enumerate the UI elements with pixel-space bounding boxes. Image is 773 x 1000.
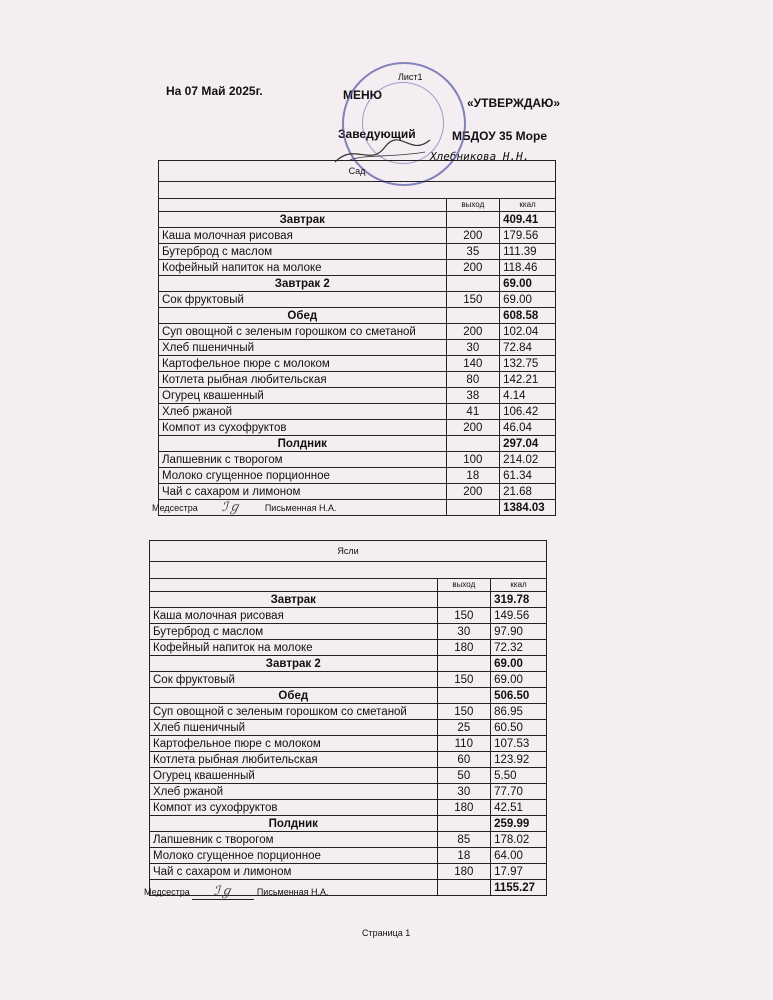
section-name: Завтрак 2 (150, 656, 438, 672)
dish-kcal: 69.00 (500, 292, 556, 308)
table-row (159, 292, 556, 308)
table-row (159, 388, 556, 404)
section-output-empty (437, 688, 491, 704)
dish-kcal: 21.68 (500, 484, 556, 500)
table-row (150, 784, 547, 800)
dish-kcal: 5.50 (491, 768, 547, 784)
dish-kcal: 86.95 (491, 704, 547, 720)
section-name: Завтрак (159, 212, 447, 228)
nurse-name: Письменная Н.А. (256, 887, 329, 897)
dish-kcal: 179.56 (500, 228, 556, 244)
dish-name: Чай с сахаром и лимоном (159, 484, 447, 500)
dish-kcal: 132.75 (500, 356, 556, 372)
section-kcal: 297.04 (500, 436, 556, 452)
table-row (150, 640, 547, 656)
dish-output: 180 (437, 640, 491, 656)
section-name: Завтрак (150, 592, 438, 608)
table-row (150, 736, 547, 752)
nurse-signature-block (152, 496, 337, 516)
section-name: Завтрак 2 (159, 276, 447, 292)
table-row (159, 452, 556, 468)
table-row (159, 244, 556, 260)
dish-output: 150 (437, 672, 491, 688)
dish-name: Кофейный напиток на молоке (159, 260, 447, 276)
nurse-signature-block (144, 880, 329, 900)
dish-kcal: 64.00 (491, 848, 547, 864)
sheet-label: Лист1 (398, 72, 423, 82)
total-output-empty (446, 500, 500, 516)
dish-kcal: 60.50 (491, 720, 547, 736)
table-row (159, 340, 556, 356)
dish-name: Котлета рыбная любительская (159, 372, 447, 388)
section-row (150, 592, 547, 608)
dish-kcal: 61.34 (500, 468, 556, 484)
dish-output: 140 (446, 356, 500, 372)
section-row (159, 276, 556, 292)
dish-name: Хлеб ржаной (159, 404, 447, 420)
dish-name: Сок фруктовый (150, 672, 438, 688)
column-head-output: выход (437, 579, 491, 592)
dish-output: 110 (437, 736, 491, 752)
dish-output: 80 (446, 372, 500, 388)
dish-output: 30 (437, 784, 491, 800)
total-kcal: 1384.03 (500, 500, 556, 516)
dish-name: Бутерброд с маслом (150, 624, 438, 640)
total-output-empty (437, 880, 491, 896)
table-row (150, 832, 547, 848)
table-row (150, 704, 547, 720)
dish-kcal: 123.92 (491, 752, 547, 768)
dish-name: Огурец квашенный (150, 768, 438, 784)
dish-output: 150 (446, 292, 500, 308)
dish-name: Картофельное пюре с молоком (159, 356, 447, 372)
dish-kcal: 178.02 (491, 832, 547, 848)
dish-name: Молоко сгущенное порционное (159, 468, 447, 484)
dish-name: Котлета рыбная любительская (150, 752, 438, 768)
table-row (159, 260, 556, 276)
section-output-empty (446, 212, 500, 228)
dish-output: 60 (437, 752, 491, 768)
dish-output: 30 (437, 624, 491, 640)
dish-name: Огурец квашенный (159, 388, 447, 404)
dish-name: Лапшевник с творогом (150, 832, 438, 848)
dish-output: 200 (446, 228, 500, 244)
dish-kcal: 72.84 (500, 340, 556, 356)
section-output-empty (437, 816, 491, 832)
section-row (159, 436, 556, 452)
nurse-signature: ℐℊ (200, 496, 262, 516)
organization-name: МБДОУ 35 Море (452, 129, 548, 143)
dish-kcal: 102.04 (500, 324, 556, 340)
dish-output: 35 (446, 244, 500, 260)
section-kcal: 506.50 (491, 688, 547, 704)
head-role: Заведующий (338, 127, 416, 141)
dish-output: 38 (446, 388, 500, 404)
section-kcal: 69.00 (500, 276, 556, 292)
nurse-label: Медсестра (152, 503, 198, 513)
menu-table-sad (158, 160, 556, 516)
dish-kcal: 149.56 (491, 608, 547, 624)
dish-name: Суп овощной с зеленым горошком со сметаной (150, 704, 438, 720)
dish-kcal: 69.00 (491, 672, 547, 688)
menu-date: На 07 Май 2025г. (166, 84, 263, 98)
dish-name: Каша молочная рисовая (150, 608, 438, 624)
page-number: Страница 1 (362, 928, 411, 938)
dish-kcal: 46.04 (500, 420, 556, 436)
section-name: Обед (159, 308, 447, 324)
dish-output: 180 (437, 864, 491, 880)
dish-kcal: 42.51 (491, 800, 547, 816)
dish-kcal: 72.32 (491, 640, 547, 656)
section-row (159, 308, 556, 324)
dish-output: 180 (437, 800, 491, 816)
section-output-empty (446, 436, 500, 452)
section-row (150, 816, 547, 832)
column-head-kcal: ккал (491, 579, 547, 592)
dish-output: 18 (437, 848, 491, 864)
dish-kcal: 77.70 (491, 784, 547, 800)
table-row (159, 468, 556, 484)
section-kcal: 319.78 (491, 592, 547, 608)
table-row (150, 672, 547, 688)
dish-kcal: 214.02 (500, 452, 556, 468)
dish-kcal: 118.46 (500, 260, 556, 276)
section-output-empty (437, 656, 491, 672)
dish-output: 30 (446, 340, 500, 356)
dish-kcal: 4.14 (500, 388, 556, 404)
head-name: Хлебникова Н.Н. (430, 150, 530, 163)
section-row (159, 212, 556, 228)
nurse-label: Медсестра (144, 887, 190, 897)
dish-name: Компот из сухофруктов (150, 800, 438, 816)
dish-kcal: 17.97 (491, 864, 547, 880)
dish-kcal: 111.39 (500, 244, 556, 260)
section-kcal: 259.99 (491, 816, 547, 832)
menu-title: МЕНЮ (343, 88, 383, 102)
section-row (150, 656, 547, 672)
dish-name: Картофельное пюре с молоком (150, 736, 438, 752)
table-row (150, 720, 547, 736)
table-row (150, 608, 547, 624)
dish-name: Каша молочная рисовая (159, 228, 447, 244)
table-row (150, 848, 547, 864)
dish-name: Молоко сгущенное порционное (150, 848, 438, 864)
dish-output: 200 (446, 324, 500, 340)
dish-output: 50 (437, 768, 491, 784)
approve-label: «УТВЕРЖДАЮ» (467, 96, 561, 110)
nurse-signature: ℐℊ (192, 880, 254, 900)
table-caption: Ясли (150, 541, 547, 562)
table-row (159, 356, 556, 372)
column-head-empty (150, 579, 438, 592)
section-name: Полдник (150, 816, 438, 832)
dish-kcal: 106.42 (500, 404, 556, 420)
dish-name: Бутерброд с маслом (159, 244, 447, 260)
table-row (159, 372, 556, 388)
table-caption: Сад (159, 161, 556, 182)
dish-name: Чай с сахаром и лимоном (150, 864, 438, 880)
blank-row (159, 182, 556, 199)
dish-output: 150 (437, 608, 491, 624)
dish-output: 41 (446, 404, 500, 420)
dish-output: 85 (437, 832, 491, 848)
section-kcal: 608.58 (500, 308, 556, 324)
section-output-empty (437, 592, 491, 608)
dish-name: Сок фруктовый (159, 292, 447, 308)
section-output-empty (446, 276, 500, 292)
table-row (159, 420, 556, 436)
dish-output: 18 (446, 468, 500, 484)
table-row (150, 768, 547, 784)
dish-output: 25 (437, 720, 491, 736)
dish-name: Хлеб пшеничный (150, 720, 438, 736)
nurse-name: Письменная Н.А. (264, 503, 337, 513)
dish-name: Хлеб ржаной (150, 784, 438, 800)
table-row (159, 324, 556, 340)
dish-output: 200 (446, 260, 500, 276)
table-row (150, 800, 547, 816)
section-output-empty (446, 308, 500, 324)
section-name: Полдник (159, 436, 447, 452)
total-kcal: 1155.27 (491, 880, 547, 896)
section-row (150, 688, 547, 704)
section-name: Обед (150, 688, 438, 704)
column-head-empty (159, 199, 447, 212)
section-kcal: 409.41 (500, 212, 556, 228)
dish-output: 200 (446, 420, 500, 436)
blank-row (150, 562, 547, 579)
dish-output: 100 (446, 452, 500, 468)
column-head-kcal: ккал (500, 199, 556, 212)
menu-table-yasli (149, 540, 547, 896)
dish-kcal: 142.21 (500, 372, 556, 388)
dish-name: Суп овощной с зеленым горошком со сметаной (159, 324, 447, 340)
table-row (150, 864, 547, 880)
dish-name: Компот из сухофруктов (159, 420, 447, 436)
section-kcal: 69.00 (491, 656, 547, 672)
column-head-output: выход (446, 199, 500, 212)
table-row (150, 752, 547, 768)
table-row (150, 624, 547, 640)
dish-output: 150 (437, 704, 491, 720)
dish-output: 200 (446, 484, 500, 500)
dish-kcal: 107.53 (491, 736, 547, 752)
dish-name: Лапшевник с творогом (159, 452, 447, 468)
dish-name: Хлеб пшеничный (159, 340, 447, 356)
dish-kcal: 97.90 (491, 624, 547, 640)
table-row (159, 404, 556, 420)
table-row (159, 228, 556, 244)
dish-name: Кофейный напиток на молоке (150, 640, 438, 656)
